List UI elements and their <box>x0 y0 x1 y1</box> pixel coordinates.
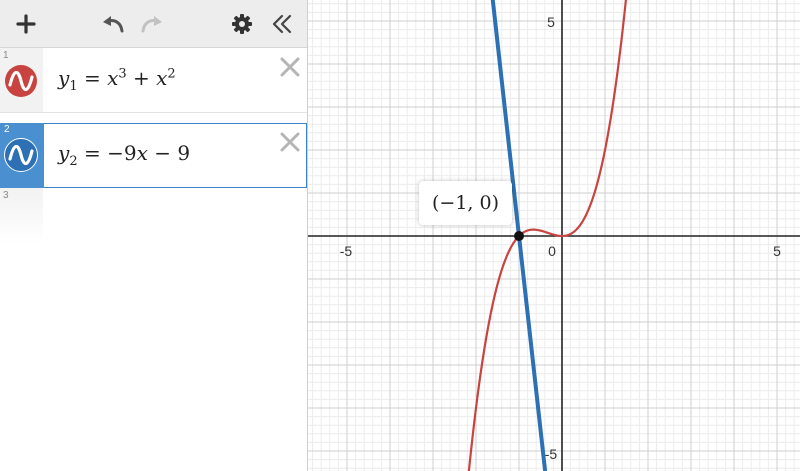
expression-gutter <box>0 48 43 112</box>
expression-gutter <box>0 188 43 243</box>
lhs-subscript: 2 <box>69 154 78 169</box>
constant-term: − 9 <box>147 141 191 165</box>
equals-sign: = <box>77 66 108 90</box>
gear-icon <box>231 13 253 35</box>
expression-row-empty[interactable] <box>0 188 307 243</box>
coefficient: −9 <box>107 141 137 165</box>
redo-button[interactable] <box>138 10 166 38</box>
y-tick-label: 5 <box>547 14 555 30</box>
close-icon <box>279 56 301 78</box>
double-chevron-left-icon <box>270 13 294 35</box>
y-tick-label: -5 <box>544 446 558 462</box>
expression-input[interactable] <box>58 66 176 94</box>
expression-row[interactable] <box>0 48 307 113</box>
plus-icon <box>15 13 37 35</box>
wave-icon <box>7 145 35 165</box>
term-variable: x <box>136 141 148 165</box>
toolbar <box>0 0 307 48</box>
expression-index: 2 <box>4 124 10 135</box>
expression-index: 3 <box>3 190 9 201</box>
expression-index: 1 <box>3 50 9 61</box>
lhs-variable: y <box>58 141 70 165</box>
graph-canvas[interactable] <box>308 0 800 471</box>
expression-gutter <box>0 123 44 188</box>
origin-label: 0 <box>548 243 556 259</box>
term-exponent: 2 <box>167 66 176 82</box>
close-icon <box>279 131 301 153</box>
undo-icon <box>100 13 126 35</box>
plus-operator: + <box>126 66 157 90</box>
delete-expression-button[interactable] <box>279 56 301 78</box>
x-tick-label: -5 <box>339 243 353 259</box>
term-exponent: 3 <box>118 66 127 82</box>
expression-row-selected[interactable] <box>0 123 307 188</box>
expression-panel <box>0 0 308 471</box>
lhs-variable: y <box>58 66 70 90</box>
delete-expression-button[interactable] <box>279 131 301 153</box>
add-item-button[interactable] <box>12 10 40 38</box>
collapse-panel-button[interactable] <box>268 10 296 38</box>
expression-input[interactable] <box>58 141 190 169</box>
settings-button[interactable] <box>228 10 256 38</box>
redo-icon <box>139 13 165 35</box>
undo-button[interactable] <box>99 10 127 38</box>
graph-plot[interactable] <box>308 0 800 471</box>
lhs-subscript: 1 <box>69 79 78 94</box>
curve-color-toggle[interactable] <box>4 138 38 172</box>
point-label: (−1, 0) <box>419 181 512 225</box>
equals-sign: = <box>77 141 108 165</box>
wave-icon <box>7 71 35 91</box>
term-variable: x <box>156 66 168 90</box>
x-tick-label: 5 <box>773 243 781 259</box>
term-variable: x <box>107 66 119 90</box>
curve-color-toggle[interactable] <box>5 65 37 97</box>
intersection-point[interactable] <box>514 231 524 241</box>
